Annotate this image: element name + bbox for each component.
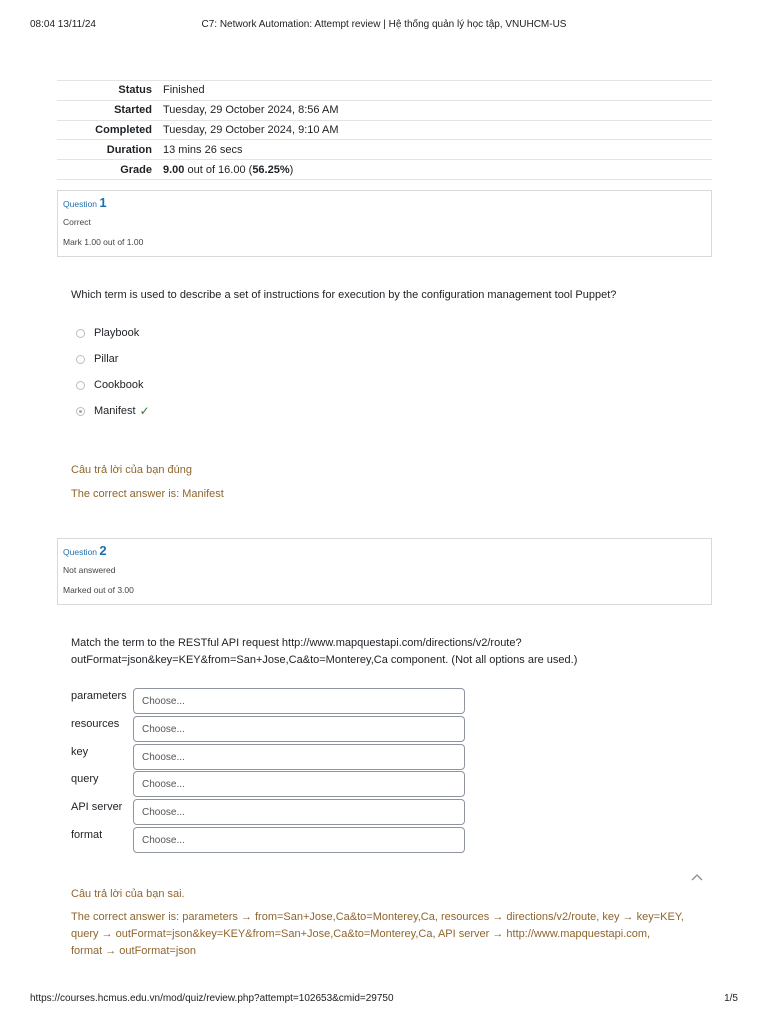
print-page-number: 1/5	[724, 993, 738, 1004]
match-select-api-server[interactable]: Choose...	[133, 799, 465, 825]
answer-option-playbook[interactable]	[76, 326, 139, 340]
summary-row-status	[57, 81, 712, 101]
summary-value: Tuesday, 29 October 2024, 9:10 AM	[163, 123, 339, 136]
radio-button[interactable]	[76, 381, 85, 390]
summary-label: Duration	[106, 143, 152, 156]
question-grade: Marked out of 3.00	[63, 585, 134, 595]
option-label: Pillar	[94, 353, 119, 365]
question-number	[63, 195, 711, 213]
summary-row-completed	[57, 121, 712, 141]
radio-button-checked[interactable]	[76, 407, 85, 416]
option-label: Manifest	[94, 405, 136, 417]
radio-button[interactable]	[76, 329, 85, 338]
correct-answer-line: query → outFormat=json&key=KEY&from=San+Jose,Ca&to=Monterey,Ca, API server → http://www.mapquestapi.com,	[71, 928, 651, 940]
chevron-up-icon[interactable]	[690, 872, 704, 882]
grade-score: 9.00	[163, 163, 185, 176]
summary-row-started	[57, 101, 712, 121]
question-2-text	[71, 635, 711, 669]
summary-label: Grade	[120, 163, 152, 176]
grade-close: )	[289, 163, 294, 176]
question-prefix: Question	[63, 199, 100, 209]
option-label: Playbook	[94, 327, 140, 339]
match-select-query[interactable]: Choose...	[133, 771, 465, 797]
answer-option-pillar[interactable]	[76, 352, 118, 366]
match-select-key[interactable]: Choose...	[133, 744, 465, 770]
match-term: format	[71, 829, 103, 841]
summary-value: Tuesday, 29 October 2024, 8:56 AM	[163, 104, 339, 117]
answer-option-manifest[interactable]	[76, 404, 150, 418]
correct-answer-line: format → outFormat=json	[71, 945, 197, 957]
match-term: key	[71, 746, 89, 758]
summary-value	[163, 164, 712, 176]
summary-value: 13 mins 26 secs	[163, 143, 243, 156]
print-header	[30, 19, 738, 33]
summary-label: Completed	[95, 123, 152, 136]
radio-button[interactable]	[76, 355, 85, 364]
question-2-correct-answer	[71, 909, 711, 960]
summary-label: Status	[118, 84, 152, 97]
match-term: parameters	[71, 690, 127, 702]
question-number-value: 2	[99, 543, 107, 558]
grade-out-of: out of 16.00 (	[184, 163, 253, 176]
correct-answer-line: The correct answer is: parameters → from=San+Jose,Ca&to=Monterey,Ca, resources → directions/v2/route, key → key=KEY,	[71, 911, 684, 923]
print-page-title: C7: Network Automation: Attempt review | Hệ thống quản lý học tập, VNUHCM-US	[201, 19, 567, 30]
summary-row-duration	[57, 140, 712, 160]
print-timestamp: 08:04 13/11/24	[30, 19, 96, 30]
question-number	[63, 543, 711, 561]
question-state: Correct	[63, 217, 91, 227]
question-2-feedback: Câu trả lời của bạn sai.	[71, 888, 185, 900]
match-select-resources[interactable]: Choose...	[133, 716, 465, 742]
match-term: API server	[71, 801, 123, 813]
summary-value: Finished	[163, 84, 205, 97]
question-1-text: Which term is used to describe a set of instructions for execution by the configuration management tool Puppet?	[71, 289, 617, 301]
question-2-info	[57, 538, 712, 605]
question-number-value: 1	[99, 195, 107, 210]
question-1-info	[57, 190, 712, 257]
match-select-format[interactable]: Choose...	[133, 827, 465, 853]
question-1-feedback: Câu trả lời của bạn đúng	[71, 464, 192, 476]
grade-percent: 56.25%	[252, 163, 290, 176]
question-grade: Mark 1.00 out of 1.00	[63, 237, 144, 247]
question-1-correct-answer: The correct answer is: Manifest	[71, 488, 224, 500]
question-state: Not answered	[63, 565, 116, 575]
print-footer	[30, 993, 738, 1007]
check-icon: ✓	[139, 404, 150, 418]
print-url: https://courses.hcmus.edu.vn/mod/quiz/review.php?attempt=102653&cmid=29750	[30, 993, 394, 1004]
question-prefix: Question	[63, 547, 100, 557]
answer-option-cookbook[interactable]	[76, 378, 144, 392]
option-label: Cookbook	[94, 379, 144, 391]
match-term: query	[71, 773, 99, 785]
attempt-summary-table	[57, 80, 712, 180]
question-2-text-line: outFormat=json&key=KEY&from=San+Jose,Ca&to=Monterey,Ca component. (Not all options are used.)	[71, 654, 578, 666]
summary-row-grade	[57, 160, 712, 180]
summary-label: Started	[114, 104, 152, 117]
match-term: resources	[71, 718, 120, 730]
question-2-text-line: Match the term to the RESTful API request http://www.mapquestapi.com/directions/v2/route?	[71, 637, 522, 649]
match-select-parameters[interactable]: Choose...	[133, 688, 465, 714]
